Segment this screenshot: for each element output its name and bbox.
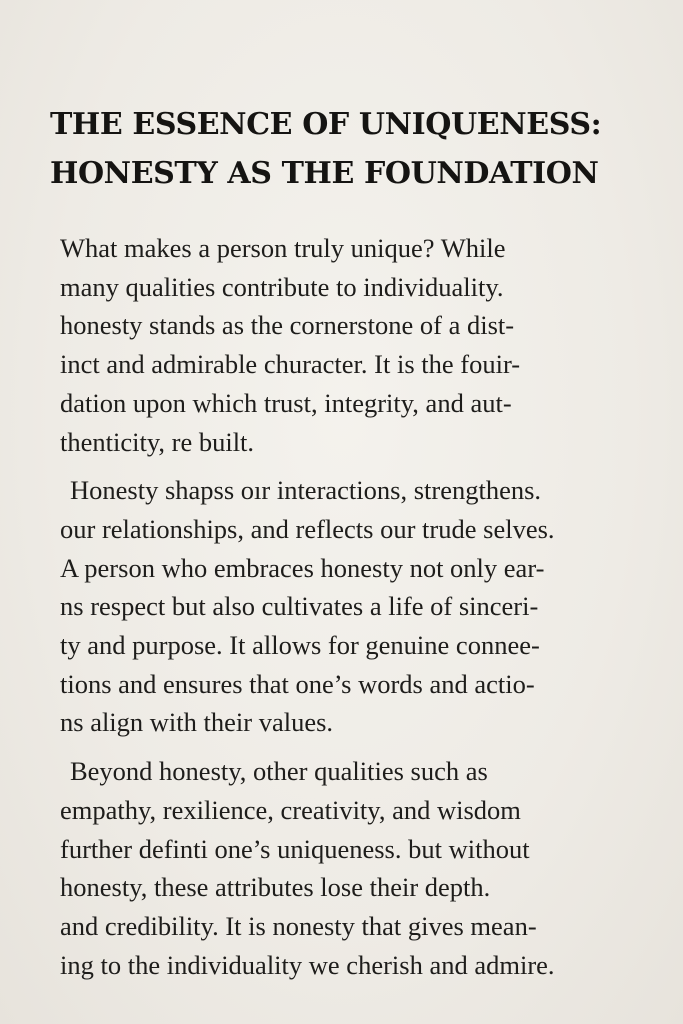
text-line: tions and ensures that one’s words and actio- [60,668,535,699]
text-line: and credibility. It is nonesty that gives mean- [60,910,537,941]
text-line: our relationships, and reflects our trude selves. [60,513,555,544]
text-line: further definti one’s uniqueness. but without [60,833,530,864]
text-line: Beyond honesty, other qualities such as [70,756,488,787]
text-line: Honesty shapss oır interactions, strengthens. [70,475,542,506]
text-line: ing to the individuality we cherish and admire. [60,949,555,980]
paragraph-2 [60,471,650,742]
title-line: HONESTY AS THE FOUNDATION [50,156,599,191]
text-line: dation upon which trust, integrity, and aut- [60,387,512,418]
text-line: ty and purpose. It allows for genuine connee- [60,630,540,661]
title-line: THE ESSENCE OF UNIQUENESS: [50,107,602,142]
page-title [50,100,650,198]
paragraph-1 [60,229,650,461]
document-body [60,229,650,994]
text-line: honesty, these attributes lose their depth. [60,872,491,903]
text-line: inct and admirable churacter. It is the fouir- [60,349,521,380]
text-line: honesty stands as the cornerstone of a dist- [60,310,515,341]
text-line: empathy, rexilience, creativity, and wisdom [60,794,521,825]
text-line: A person who embraces honesty not only ear- [60,552,545,583]
text-line: thenticity, re built. [60,426,255,457]
text-line: What makes a person truly unique? While [60,233,506,263]
text-line: ns align with their values. [60,707,334,738]
text-line: ns respect but also cultivates a life of sinceri- [60,591,539,622]
text-line: many qualities contribute to individuality. [60,271,504,302]
paragraph-3 [60,752,650,984]
